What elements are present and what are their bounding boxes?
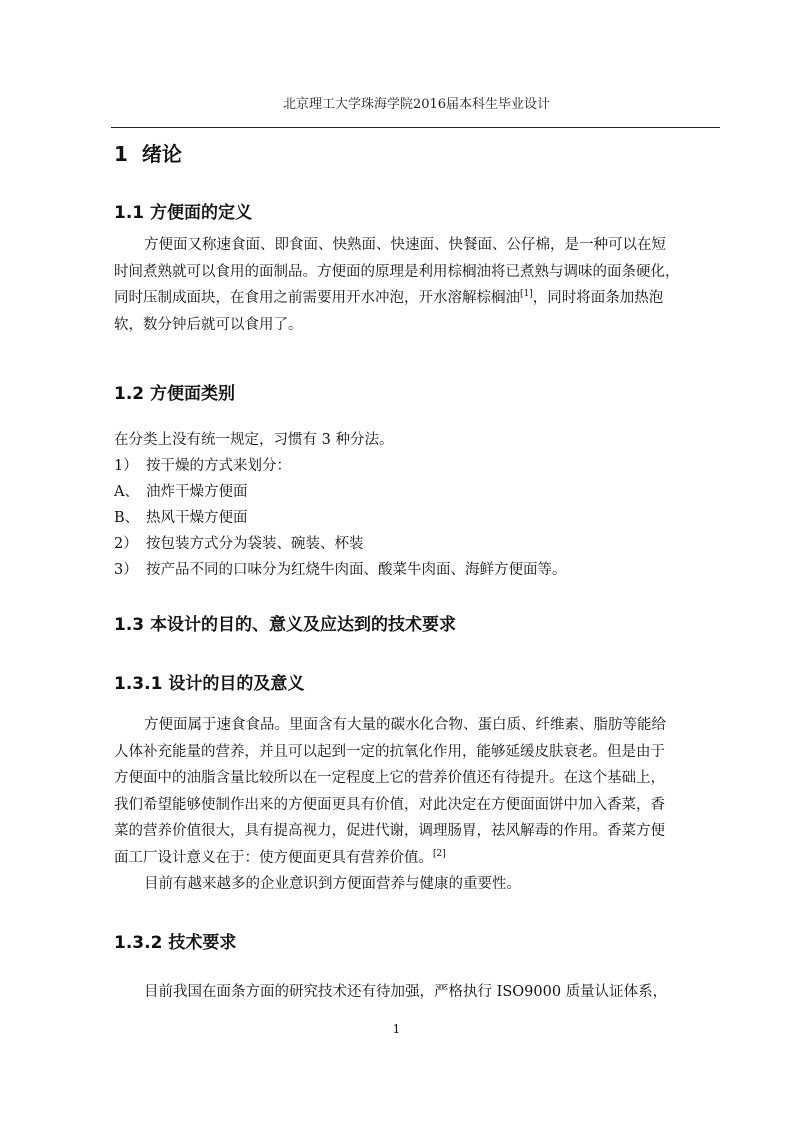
list-text: 按产品不同的口味分为红烧牛肉面、酸菜牛肉面、海鲜方便面等。 <box>146 562 567 578</box>
running-header: 北京理工大学珠海学院2016届本科生毕业设计 <box>282 97 551 112</box>
section-heading-1-3-1: 1.3.1 设计的目的及意义 <box>114 674 305 694</box>
list-text: 按包装方式分为袋装、碗装、杯装 <box>146 536 364 552</box>
list-item <box>114 558 567 579</box>
list-text: 按干燥的方式来划分： <box>146 458 291 474</box>
list-text: 油炸干燥方便面 <box>146 484 248 500</box>
text-line: 时间煮熟就可以食用的面制品。方便面的原理是利用棕榈油将已煮熟与调味的面条硬化， <box>114 263 680 280</box>
paragraph-purpose <box>114 712 720 898</box>
list-marker: 1） <box>114 458 138 474</box>
text-line: 目前我国在面条方面的研究技术还有待加强，严格执行 ISO9000 质量认证体系， <box>144 984 668 1000</box>
list-text: 热风干燥方便面 <box>146 510 248 526</box>
page-number: 1 <box>392 1022 401 1036</box>
list-item <box>114 532 364 553</box>
citation-ref: [1] <box>520 289 533 300</box>
category-intro: 在分类上没有统一规定，习惯有 3 种分法。 <box>114 432 394 448</box>
text-line: 方便面属于速食食品。里面含有大量的碳水化合物、蛋白质、纤维素、脂肪等能给 <box>144 717 666 733</box>
text-line: 方便面中的油脂含量比较所以在一定程度上它的营养价值还有待提升。在这个基础上， <box>114 770 665 786</box>
text-line: 目前有越来越多的企业意识到方便面营养与健康的重要性。 <box>144 876 521 892</box>
text-segment: 面工厂设计意义在于：使方便面更具有营养价值。 <box>114 849 433 866</box>
text-segment: 同时压制成面块，在食用之前需要用开水冲泡，开水溶解棕榈油 <box>114 290 520 306</box>
text-line <box>114 285 720 312</box>
chapter-heading <box>114 138 182 167</box>
list-marker: B、 <box>114 510 140 526</box>
list-marker: 2） <box>114 536 138 552</box>
list-item <box>114 506 248 527</box>
text-line: 软，数分钟后就可以食用了。 <box>114 316 303 333</box>
text-line: 人体补充能量的营养，并且可以起到一定的抗氧化作用，能够延缓皮肤衰老。但是由于 <box>114 743 665 760</box>
paragraph-tech-requirements <box>114 979 720 1006</box>
text-segment: ，同时将面条加热泡 <box>532 290 664 306</box>
section-heading-1-3: 1.3 本设计的目的、意义及应达到的技术要求 <box>114 615 457 635</box>
section-heading-1-3-2: 1.3.2 技术要求 <box>114 933 237 953</box>
chapter-title: 绪论 <box>141 142 182 166</box>
text-line: 我们希望能够使制作出来的方便面更具有价值，对此决定在方便面面饼中加入香菜，香 <box>114 796 665 813</box>
list-marker: A、 <box>114 484 139 500</box>
text-line: 方便面又称速食面、即食面、快熟面、快速面、快餐面、公仔棉，是一种可以在短 <box>144 237 666 253</box>
list-item <box>114 480 248 501</box>
citation-ref: [2] <box>433 848 446 859</box>
section-heading-1-2: 1.2 方便面类别 <box>114 384 236 404</box>
paragraph-definition <box>114 232 720 338</box>
text-line: 菜的营养价值很大，具有提高视力，促进代谢，调理肠胃，祛风解毒的作用。香菜方便 <box>114 823 665 839</box>
list-item <box>114 454 291 475</box>
section-heading-1-1: 1.1 方便面的定义 <box>114 203 253 223</box>
header-rule <box>111 127 720 128</box>
list-marker: 3） <box>114 562 138 578</box>
chapter-number: 1 <box>114 142 128 166</box>
text-line <box>114 845 720 872</box>
